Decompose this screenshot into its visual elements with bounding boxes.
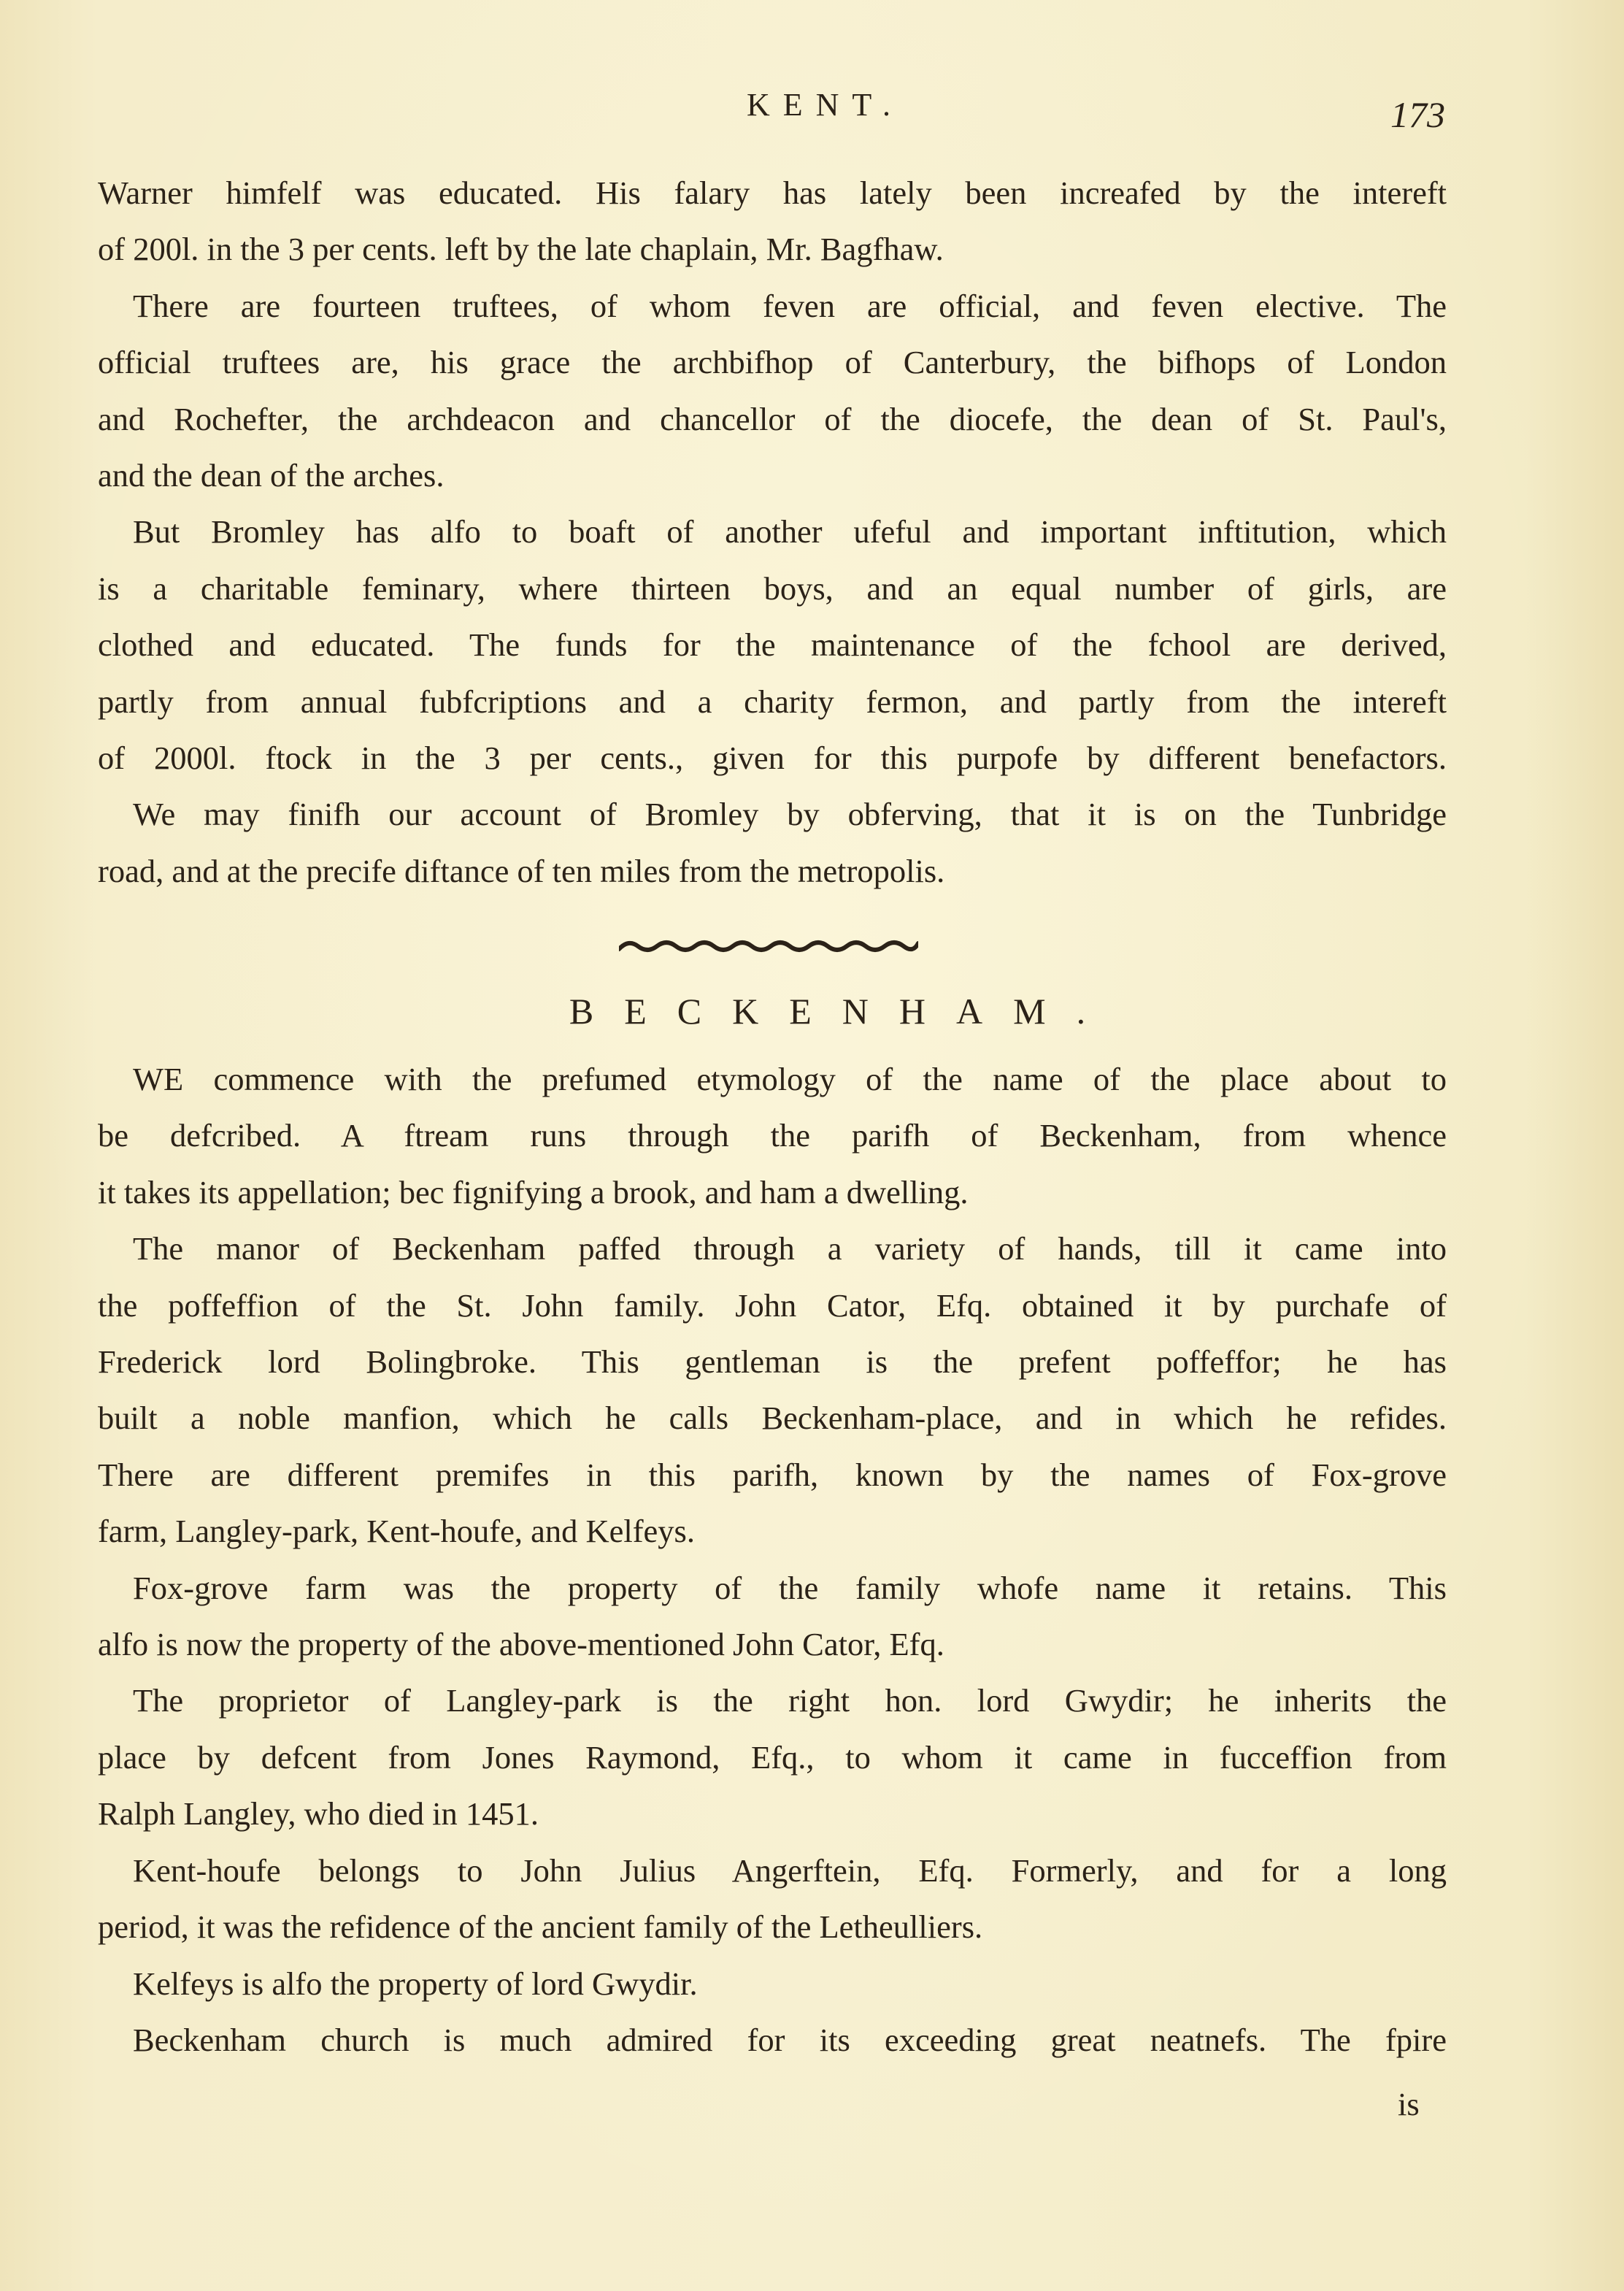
text-line: But Bromley has alfo to boaft of another ufeful and important inftitution, which xyxy=(133,513,1447,550)
beckenham-text-block xyxy=(98,1051,1447,2068)
text-line: Kent-houfe belongs to John Julius Angerftein, Efq. Formerly, and for a long xyxy=(133,1851,1447,1889)
text-line: built a noble manfion, which he calls Beckenham-place, and in which he refides. xyxy=(98,1400,1447,1437)
wave-ornament-divider xyxy=(619,935,918,956)
text-line: the poffeffion of the St. John family. John Cator, Efq. obtained it by purchafe of xyxy=(98,1286,1447,1324)
catchword: is xyxy=(1398,2086,1420,2122)
text-line: Beckenham church is much admired for its exceeding great neatnefs. The fpire xyxy=(133,2021,1447,2058)
text-line: Warner himfelf was educated. His falary has lately been increafed by the intereft xyxy=(98,174,1447,211)
text-line: road, and at the precife diftance of ten miles from the metropolis. xyxy=(98,852,945,889)
text-line: place by defcent from Jones Raymond, Efq., to whom it came in fucceffion from xyxy=(98,1738,1447,1776)
text-line: Frederick lord Bolingbroke. This gentleman is the prefent poffeffor; he has xyxy=(98,1343,1447,1381)
text-line: of 2000l. ftock in the 3 per cents., given for this purpofe by different benefactors. xyxy=(98,740,1447,777)
text-line: farm, Langley-park, Kent-houfe, and Kelfeys. xyxy=(98,1513,695,1550)
text-line: There are fourteen truftees, of whom feven are official, and feven elective. The xyxy=(133,287,1447,324)
running-head: KENT. xyxy=(746,87,904,123)
bromley-text-block xyxy=(98,165,1447,899)
text-line: WE commence with the prefumed etymology of the name of the place about to xyxy=(133,1061,1447,1097)
text-line: partly from annual fubfcriptions and a charity fermon, and partly from the intereft xyxy=(98,683,1447,720)
text-line: is a charitable feminary, where thirteen boys, and an equal number of girls, are xyxy=(98,569,1447,607)
text-line: Ralph Langley, who died in 1451. xyxy=(98,1795,539,1833)
text-line: We may finifh our account of Bromley by obferving, that it is on the Tunbridge xyxy=(133,796,1447,833)
text-line: alfo is now the property of the above-mentioned John Cator, Efq. xyxy=(98,1626,944,1663)
text-line: period, it was the refidence of the ancient family of the Letheulliers. xyxy=(98,1908,983,1946)
text-line: The proprietor of Langley-park is the right hon. lord Gwydir; he inherits the xyxy=(133,1682,1447,1719)
text-line: and Rochefter, the archdeacon and chancellor of the diocefe, the dean of St. Paul's, xyxy=(98,400,1447,437)
text-line: official truftees are, his grace the archbifhop of Canterbury, the bifhops of London xyxy=(98,344,1447,381)
text-line: There are different premifes in this parifh, known by the names of Fox-grove xyxy=(98,1456,1447,1493)
text-line: of 200l. in the 3 per cents. left by the late chaplain, Mr. Bagfhaw. xyxy=(98,231,944,268)
page-number: 173 xyxy=(1390,94,1445,135)
text-line: Kelfeys is alfo the property of lord Gwydir. xyxy=(133,1965,698,2002)
text-line: and the dean of the arches. xyxy=(98,457,445,494)
text-line: The manor of Beckenham paffed through a variety of hands, till it came into xyxy=(133,1230,1447,1267)
text-line: be defcribed. A ftream runs through the parifh of Beckenham, from whence xyxy=(98,1117,1447,1154)
section-title-beckenham: BECKENHAM. xyxy=(569,991,1117,1032)
text-line: clothed and educated. The funds for the maintenance of the fchool are derived, xyxy=(98,626,1447,664)
text-line: Fox-grove farm was the property of the family whofe name it retains. This xyxy=(133,1569,1447,1606)
text-line: it takes its appellation; bec fignifying a brook, and ham a dwelling. xyxy=(98,1173,969,1210)
